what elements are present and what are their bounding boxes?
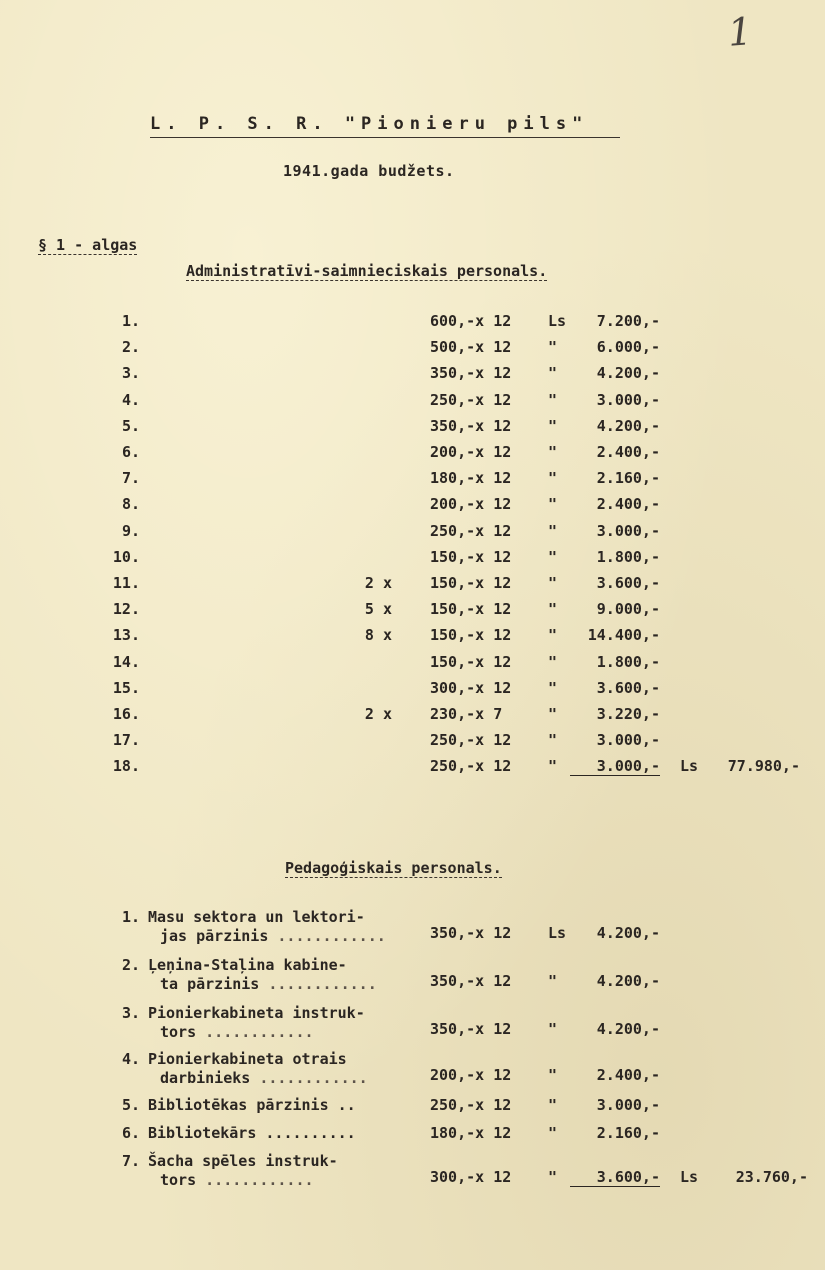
row-number: 4.	[121, 390, 140, 409]
row-number: 6.	[121, 1124, 140, 1142]
row-amount: 3.600,-	[596, 574, 660, 592]
row-rate: 200,-x 12	[430, 495, 512, 514]
row-rate: 150,-x 12	[430, 574, 512, 592]
row-amount: 1.800,-	[596, 547, 660, 566]
row-currency: "	[548, 547, 558, 566]
row-rate: 500,-x 12	[430, 338, 512, 357]
row-number: 3.	[121, 1004, 140, 1022]
row-rate: 150,-x 12	[430, 652, 512, 671]
row-label-line2-text: jas pārzinis	[160, 927, 269, 945]
row-rate: 180,-x 12	[430, 469, 512, 488]
row-currency: "	[548, 1124, 558, 1142]
row-amount: 3.000,-	[570, 757, 660, 776]
row-currency: "	[548, 1020, 558, 1038]
row-number: 5.	[121, 1096, 140, 1114]
row-label-line1: Ļeņina-Staļina kabine-	[148, 956, 347, 974]
row-number: 3.	[121, 364, 140, 383]
row-label-line2-text: tors	[160, 1171, 197, 1189]
row-number: 1.	[121, 312, 140, 330]
row-currency: "	[548, 469, 558, 488]
row-label-line1: Bibliotēkas pārzinis ..	[148, 1096, 356, 1114]
row-rate: 230,-x 7	[430, 705, 503, 723]
section-heading: § 1 - algas	[38, 236, 138, 254]
row-rate: 600,-x 12	[430, 312, 512, 330]
admin-heading: Administratīvi-saimnieciskais personals.	[186, 262, 548, 280]
row-rate: 250,-x 12	[430, 521, 512, 540]
leader-dots: ............	[196, 1023, 314, 1041]
row-currency: "	[548, 443, 558, 461]
row-amount: 7.200,-	[596, 312, 660, 330]
row-number: 7.	[121, 469, 140, 488]
row-rate: 350,-x 12	[430, 364, 512, 383]
row-rate: 350,-x 12	[430, 416, 512, 435]
row-number: 4.	[121, 1050, 140, 1068]
page-number: 1	[726, 9, 754, 55]
row-number: 7.	[121, 1152, 140, 1170]
leader-dots: ............	[268, 927, 386, 945]
row-number: 17.	[112, 731, 140, 750]
row-currency: "	[548, 416, 558, 435]
row-rate: 200,-x 12	[430, 1066, 512, 1084]
row-amount: 4.200,-	[596, 972, 660, 990]
row-label-line1: Pionierkabineta otrais	[148, 1050, 347, 1068]
row-label-line2	[160, 1171, 314, 1189]
row-currency: "	[548, 574, 558, 592]
row-currency: "	[548, 521, 558, 540]
row-rate: 250,-x 12	[430, 757, 512, 776]
row-currency: "	[548, 705, 558, 723]
row-currency: "	[548, 731, 558, 750]
row-amount: 4.200,-	[596, 924, 660, 942]
leader-dots: ............	[196, 1171, 314, 1189]
row-multiplier: 2 x	[364, 574, 392, 592]
row-number: 14.	[112, 652, 140, 671]
row-amount: 3.600,-	[596, 678, 660, 697]
row-amount: 14.400,-	[587, 626, 660, 645]
row-amount: 9.000,-	[596, 600, 660, 619]
row-number: 11.	[112, 574, 140, 592]
row-label-line2	[160, 927, 386, 945]
row-label-line1: Masu sektora un lektori-	[148, 908, 365, 926]
document-subtitle: 1941.gada budžets.	[283, 162, 455, 180]
row-rate: 350,-x 12	[430, 972, 512, 990]
row-number: 16.	[112, 705, 140, 723]
row-rate: 300,-x 12	[430, 678, 512, 697]
row-number: 10.	[112, 547, 140, 566]
total-currency: Ls	[680, 1168, 699, 1186]
row-currency: "	[548, 757, 558, 776]
row-currency: "	[548, 495, 558, 514]
row-currency: "	[548, 390, 558, 409]
row-amount: 3.600,-	[570, 1168, 660, 1187]
row-amount: 2.160,-	[596, 469, 660, 488]
row-number: 18.	[112, 757, 140, 776]
row-amount: 4.200,-	[596, 1020, 660, 1038]
row-label-line2-text: tors	[160, 1023, 197, 1041]
pedagogic-heading: Pedagoģiskais personals.	[285, 859, 502, 877]
row-amount: 3.220,-	[596, 705, 660, 723]
row-rate: 350,-x 12	[430, 1020, 512, 1038]
row-currency: "	[548, 626, 558, 645]
row-rate: 350,-x 12	[430, 924, 512, 942]
row-label-line2	[160, 1069, 368, 1087]
row-currency: Ls	[548, 312, 567, 330]
row-number: 2.	[121, 338, 140, 357]
row-rate: 300,-x 12	[430, 1168, 512, 1186]
row-amount: 3.000,-	[596, 731, 660, 750]
row-rate: 250,-x 12	[430, 390, 512, 409]
row-amount: 4.200,-	[596, 364, 660, 383]
group-total: 77.980,-	[727, 757, 800, 776]
row-currency: "	[548, 1096, 558, 1114]
row-number: 2.	[121, 956, 140, 974]
row-number: 6.	[121, 443, 140, 461]
leader-dots: ............	[250, 1069, 368, 1087]
row-number: 1.	[121, 908, 140, 926]
row-label-line2-text: darbinieks	[160, 1069, 251, 1087]
row-amount: 3.000,-	[596, 390, 660, 409]
row-rate: 150,-x 12	[430, 547, 512, 566]
row-amount: 3.000,-	[596, 1096, 660, 1114]
row-multiplier: 2 x	[364, 705, 392, 723]
row-currency: "	[548, 1066, 558, 1084]
row-currency: "	[548, 678, 558, 697]
row-currency: "	[548, 652, 558, 671]
row-amount: 1.800,-	[596, 652, 660, 671]
row-number: 15.	[112, 678, 140, 697]
row-currency: "	[548, 972, 558, 990]
row-multiplier: 5 x	[364, 600, 392, 619]
row-currency: "	[548, 1168, 558, 1186]
row-amount: 2.400,-	[596, 495, 660, 514]
row-label-line2	[160, 975, 377, 993]
row-amount: 2.160,-	[596, 1124, 660, 1142]
row-rate: 250,-x 12	[430, 1096, 512, 1114]
leader-dots: ............	[259, 975, 377, 993]
row-rate: 150,-x 12	[430, 626, 512, 645]
row-currency: "	[548, 600, 558, 619]
row-currency: "	[548, 364, 558, 383]
row-amount: 6.000,-	[596, 338, 660, 357]
row-number: 13.	[112, 626, 140, 645]
group-total: 23.760,-	[735, 1168, 808, 1186]
row-rate: 150,-x 12	[430, 600, 512, 619]
row-label-line1: Pionierkabineta instruk-	[148, 1004, 365, 1022]
total-currency: Ls	[680, 757, 699, 776]
row-multiplier: 8 x	[364, 626, 392, 645]
row-number: 5.	[121, 416, 140, 435]
row-label-line1: Šacha spēles instruk-	[148, 1152, 338, 1170]
row-currency: Ls	[548, 924, 567, 942]
row-rate: 200,-x 12	[430, 443, 512, 461]
row-label-line2	[160, 1023, 314, 1041]
row-amount: 4.200,-	[596, 416, 660, 435]
row-currency: "	[548, 338, 558, 357]
row-label-line1: Bibliotekārs ..........	[148, 1124, 356, 1142]
row-amount: 3.000,-	[596, 521, 660, 540]
row-number: 8.	[121, 495, 140, 514]
row-rate: 250,-x 12	[430, 731, 512, 750]
row-amount: 2.400,-	[596, 1066, 660, 1084]
document-title: L. P. S. R. "Pionieru pils"	[150, 114, 620, 138]
row-number: 9.	[121, 521, 140, 540]
row-rate: 180,-x 12	[430, 1124, 512, 1142]
row-number: 12.	[112, 600, 140, 619]
row-amount: 2.400,-	[596, 443, 660, 461]
row-label-line2-text: ta pārzinis	[160, 975, 260, 993]
